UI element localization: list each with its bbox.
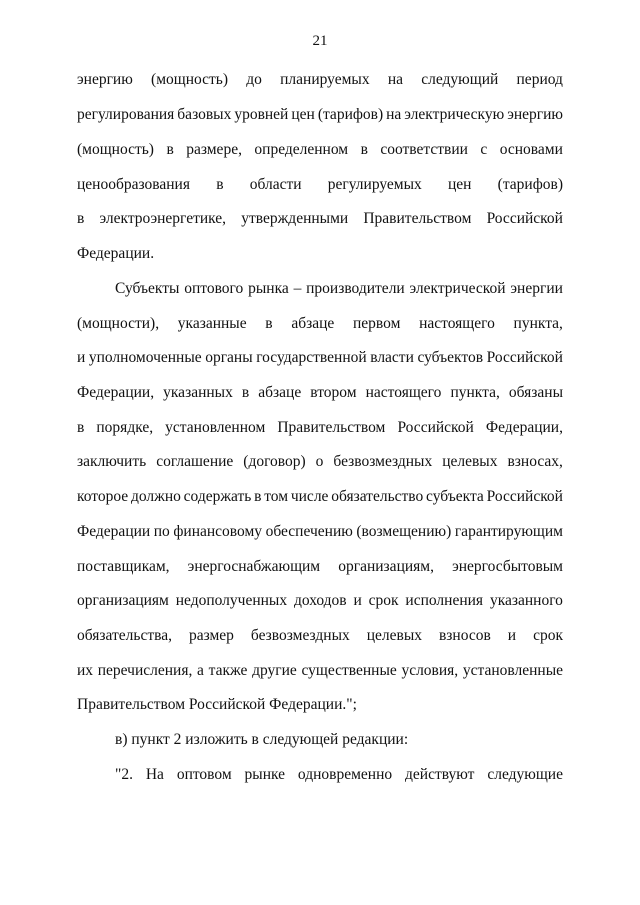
- word: органы: [205, 349, 253, 366]
- word: обязательство: [331, 488, 424, 505]
- text-line: [77, 626, 563, 646]
- word: электроэнергетике,: [99, 210, 227, 227]
- word: Федерации,: [485, 419, 563, 436]
- word: организациям,: [338, 558, 434, 575]
- text-line: [77, 661, 563, 681]
- text-line: [77, 522, 563, 542]
- word: (договор): [243, 453, 306, 470]
- word: перечисления,: [97, 662, 193, 679]
- word: (мощности),: [77, 315, 160, 332]
- word: энергию: [507, 106, 563, 123]
- word: Субъекты: [115, 280, 180, 297]
- text-line: [77, 314, 563, 334]
- word: Правительством: [363, 210, 472, 227]
- text-line: [77, 487, 563, 507]
- word: целевых: [442, 453, 498, 470]
- word: следующие: [487, 766, 563, 783]
- word: условия,: [401, 662, 459, 679]
- text-line: Правительством Российской Федерации.";: [77, 696, 357, 713]
- word: до: [246, 71, 262, 88]
- word: и: [77, 349, 86, 366]
- word: обязаны: [508, 384, 563, 401]
- word: срок: [533, 627, 563, 644]
- word: (мощность): [77, 141, 154, 158]
- word: настоящего: [365, 384, 442, 401]
- word: безвозмездных: [250, 627, 350, 644]
- word: числе: [290, 488, 329, 505]
- word: недополученных: [175, 592, 288, 609]
- word: На: [145, 766, 164, 783]
- word: указанных: [163, 384, 233, 401]
- word: государственной: [256, 349, 367, 366]
- text-line: [77, 209, 563, 229]
- text-line: Федерации.: [77, 245, 155, 262]
- word: энергию: [77, 71, 133, 88]
- word: должно: [130, 488, 181, 505]
- word: по: [153, 523, 170, 540]
- word: цен: [291, 106, 315, 123]
- word: в: [254, 488, 262, 505]
- word: электрической: [409, 280, 506, 297]
- word: финансовому: [173, 523, 263, 540]
- word: действуют: [405, 766, 475, 783]
- word: субъекта: [426, 488, 484, 505]
- word: организациям: [77, 592, 169, 609]
- word: другие: [252, 662, 297, 679]
- word: и: [353, 592, 362, 609]
- word: на: [387, 71, 404, 88]
- word: ценообразования: [77, 176, 190, 193]
- word: производители: [306, 280, 405, 297]
- word: а: [197, 662, 204, 679]
- word: в: [265, 315, 273, 332]
- word: в: [77, 210, 85, 227]
- text-line: [77, 383, 563, 403]
- word: целевых: [366, 627, 422, 644]
- word: с: [480, 141, 488, 158]
- word: регулируемых: [327, 176, 422, 193]
- word: (возмещению): [356, 523, 452, 540]
- word: существенные: [301, 662, 397, 679]
- word: "2.: [115, 766, 133, 783]
- word: планируемых: [280, 71, 370, 88]
- word: одновременно: [297, 766, 393, 783]
- word: (тарифов): [497, 176, 563, 193]
- word: обязательства,: [77, 627, 172, 644]
- word: энергии: [510, 280, 563, 297]
- word: Российской: [486, 349, 563, 366]
- word: доходов: [293, 592, 347, 609]
- text-line: в) пункт 2 изложить в следующей редакции:: [115, 731, 409, 748]
- word: уполномоченные: [88, 349, 202, 366]
- page-number: 21: [312, 33, 328, 49]
- word: установленные: [462, 662, 563, 679]
- text-line: [115, 765, 563, 785]
- word: в: [166, 141, 174, 158]
- word: срок: [368, 592, 399, 609]
- word: Российской: [397, 419, 474, 436]
- word: и: [507, 627, 517, 644]
- text-line: [77, 70, 563, 90]
- word: цен: [447, 176, 472, 193]
- word: утвержденными: [241, 210, 349, 227]
- word: поставщикам,: [77, 558, 170, 575]
- word: соответствии: [380, 141, 468, 158]
- word: обеспечению: [265, 523, 353, 540]
- word: безвозмездных: [333, 453, 433, 470]
- text-line: [77, 105, 563, 125]
- word: которое: [77, 488, 129, 505]
- word: абзаце: [291, 315, 335, 332]
- word: рынке: [244, 766, 286, 783]
- word: –: [293, 280, 302, 297]
- word: базовых: [177, 106, 232, 123]
- word: заключить: [77, 453, 147, 470]
- word: взносах,: [507, 453, 563, 470]
- word: пункта,: [513, 315, 563, 332]
- word: основами: [499, 141, 563, 158]
- text-line: [77, 418, 563, 438]
- word: энергосбытовым: [452, 558, 563, 575]
- word: исполнения: [405, 592, 484, 609]
- word: уровней: [234, 106, 289, 123]
- word: настоящего: [419, 315, 495, 332]
- word: субъектов: [417, 349, 484, 366]
- word: Российской: [486, 210, 563, 227]
- text-line: [77, 140, 563, 160]
- word: следующий: [421, 71, 499, 88]
- word: размер: [188, 627, 234, 644]
- word: втором: [310, 384, 357, 401]
- word: гарантирующим: [454, 523, 563, 540]
- word: о: [315, 453, 324, 470]
- text-line: [77, 591, 563, 611]
- word: определенном: [254, 141, 349, 158]
- word: содержать: [183, 488, 252, 505]
- word: указанные: [177, 315, 247, 332]
- word: в: [216, 176, 224, 193]
- text-line: [77, 557, 563, 577]
- word: в: [77, 419, 85, 436]
- word: установленном: [165, 419, 266, 436]
- word: указанного: [489, 592, 563, 609]
- word: порядке,: [96, 419, 154, 436]
- word: том: [264, 488, 289, 505]
- word: регулирования: [77, 106, 175, 123]
- word: в: [360, 141, 368, 158]
- word: взносов: [438, 627, 491, 644]
- word: на: [386, 106, 402, 123]
- word: пункта,: [450, 384, 500, 401]
- word: Федерации,: [77, 384, 155, 401]
- word: рынка: [248, 280, 289, 297]
- text-line: [77, 348, 563, 368]
- word: в: [241, 384, 250, 401]
- text-line: [77, 175, 563, 195]
- word: первом: [352, 315, 401, 332]
- word: (тарифов): [317, 106, 384, 123]
- text-line: [77, 452, 563, 472]
- word: размере,: [186, 141, 242, 158]
- word: абзаце: [258, 384, 302, 401]
- word: Российской: [486, 488, 563, 505]
- word: соглашение: [156, 453, 234, 470]
- word: (мощность): [151, 71, 229, 88]
- word: области: [249, 176, 302, 193]
- word: Правительством: [277, 419, 386, 436]
- word: энергоснабжающим: [187, 558, 321, 575]
- word: также: [208, 662, 248, 679]
- text-line: [115, 279, 563, 299]
- word: оптового: [184, 280, 244, 297]
- word: период: [516, 71, 563, 88]
- word: оптовом: [176, 766, 232, 783]
- word: власти: [370, 349, 414, 366]
- word: их: [77, 662, 94, 679]
- word: электрическую: [404, 106, 505, 123]
- word: Федерации: [77, 523, 151, 540]
